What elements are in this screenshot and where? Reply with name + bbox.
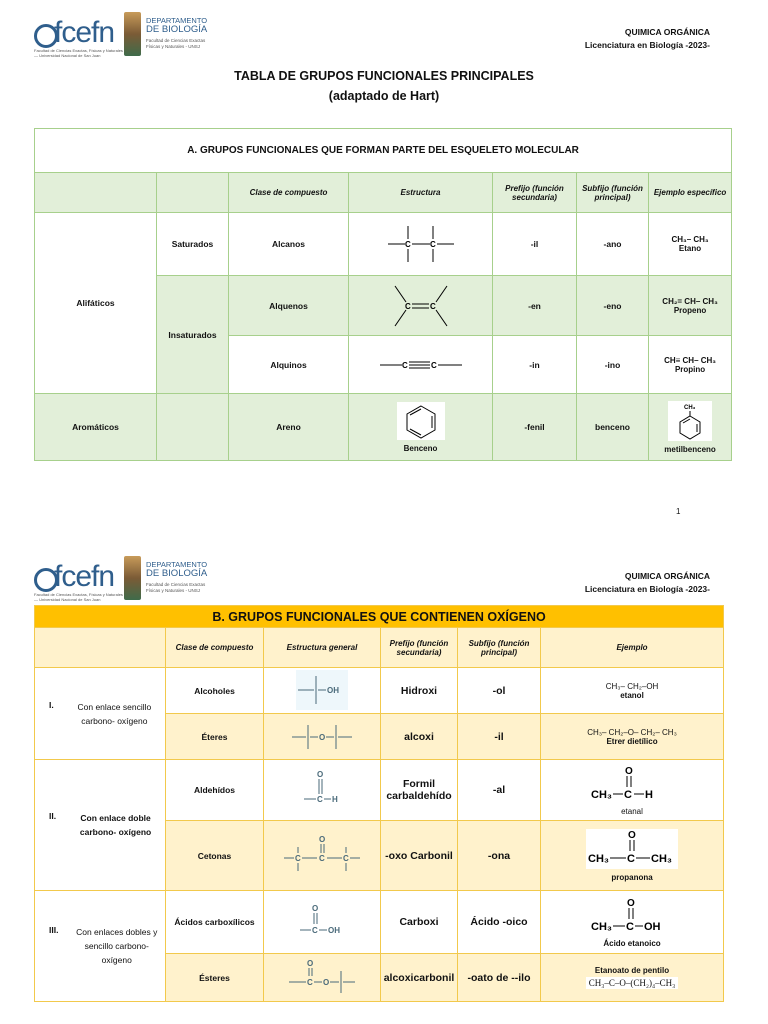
table-b-title: B. GRUPOS FUNCIONALES QUE CONTIENEN OXÍGENO — [35, 606, 724, 628]
course-name: QUIMICA ORGÁNICA — [624, 27, 710, 37]
prefijo-cell: -oxo Carbonil — [381, 821, 458, 891]
table-row — [35, 394, 732, 461]
example-name: Propino — [674, 364, 706, 374]
example-name: Etanoato de pentilo — [594, 966, 670, 975]
header-clase: Clase de compuesto — [229, 173, 349, 213]
svg-text:C: C — [295, 853, 301, 863]
svg-text:OH: OH — [328, 926, 340, 935]
svg-text:O: O — [307, 958, 314, 968]
program-name: Licenciatura en Biología -2023- — [584, 40, 710, 50]
page-number: 1 — [676, 507, 681, 516]
table-b — [34, 605, 724, 1002]
ejemplo-cell — [541, 821, 724, 891]
header-prefijo: Prefijo (función secundaria) — [381, 628, 458, 668]
svg-text:O: O — [312, 904, 319, 913]
svg-text:H: H — [645, 788, 653, 801]
example-name: Ácido etanoico — [603, 938, 661, 948]
title-line1: TABLA DE GRUPOS FUNCIONALES PRINCIPALES — [234, 69, 534, 83]
header-clase: Clase de compuesto — [166, 628, 264, 668]
example-name: propanona — [611, 873, 653, 882]
group-ii-label — [35, 760, 166, 891]
ester-structure — [264, 954, 381, 1002]
clase-cell: Éteres — [166, 714, 264, 760]
prefijo-cell: -en — [493, 276, 577, 336]
fcefn-logo — [34, 558, 122, 606]
example-name: metilbenceno — [664, 444, 716, 454]
svg-text:CH₃: CH₃ — [651, 853, 672, 865]
benzene-structure — [349, 394, 493, 461]
example-formula: CH₂= CH– CH₃ — [662, 296, 718, 306]
svg-text:O: O — [319, 834, 326, 844]
example-name: etanol — [620, 690, 644, 700]
svg-text:C: C — [317, 795, 323, 804]
logo-subtext: Facultad de Ciencias Exactas, Físicas y Naturales — Universidad Nacional de San Juan — [34, 592, 123, 602]
example-name: Etrer dietílico — [606, 736, 658, 746]
course-header — [585, 570, 710, 596]
dept-line1: DEPARTAMENTO — [146, 560, 208, 569]
svg-text:C: C — [624, 788, 632, 801]
svg-text:C: C — [401, 360, 408, 370]
benzene-ring-icon — [397, 402, 445, 440]
header-empty — [35, 628, 166, 668]
svg-text:O: O — [323, 977, 330, 987]
subfijo-cell: Ácido -oico — [458, 891, 541, 954]
clase-cell: Alcoholes — [166, 668, 264, 714]
clase-cell: Alcanos — [229, 213, 349, 276]
group-number: II. — [49, 811, 57, 821]
alcohol-structure-icon — [296, 670, 348, 710]
subfijo-cell: -al — [458, 760, 541, 821]
svg-text:O: O — [319, 732, 326, 742]
group-text: Con enlace sencillo carbono- oxígeno — [77, 701, 152, 726]
dept-subtext: Facultad de Ciencias Exactas Físicas y Naturales - UNSJ — [146, 38, 206, 49]
ejemplo-cell — [541, 760, 724, 821]
svg-text:CH₃: CH₃ — [591, 788, 612, 801]
svg-text:C: C — [404, 301, 411, 311]
svg-text:C: C — [429, 240, 436, 249]
propanone-structure — [586, 829, 678, 869]
group-text: Con enlace doble carbono- oxígeno — [79, 813, 152, 837]
table-a — [34, 128, 732, 461]
prefijo-cell: -il — [493, 213, 577, 276]
header-estructura: Estructura general — [264, 628, 381, 668]
alkyne-structure — [349, 336, 493, 394]
table-a-title: A. GRUPOS FUNCIONALES QUE FORMAN PARTE DEL ESQUELETO MOLECULAR — [35, 129, 732, 173]
svg-text:C: C — [307, 977, 313, 987]
svg-text:C: C — [429, 301, 436, 311]
svg-text:C: C — [312, 926, 318, 935]
table-row — [35, 760, 724, 821]
toluene-icon — [668, 401, 712, 441]
ketone-structure — [264, 821, 381, 891]
insaturados-label: Insaturados — [157, 276, 229, 394]
clase-cell: Cetonas — [166, 821, 264, 891]
fcefn-logo — [34, 14, 122, 62]
ejemplo-cell — [541, 668, 724, 714]
dept-emblem-icon — [124, 556, 141, 600]
logo-subtext: Facultad de Ciencias Exactas, Físicas y Naturales — Universidad Nacional de San Juan — [34, 48, 123, 58]
example-formula: CH₃– CH₂–O– CH₂– CH₃ — [587, 727, 677, 737]
ejemplo-cell — [649, 394, 732, 461]
svg-text:OH: OH — [644, 920, 661, 933]
structure-label: Benceno — [403, 443, 438, 453]
dept-line1: DEPARTAMENTO — [146, 16, 208, 25]
header-subfijo: Subfijo (función principal) — [458, 628, 541, 668]
subfijo-cell: benceno — [577, 394, 649, 461]
example-name: etanal — [621, 806, 643, 816]
dept-emblem-icon — [124, 12, 141, 56]
header-ejemplo: Ejemplo específico — [649, 173, 732, 213]
svg-text:O: O — [628, 830, 636, 841]
svg-text:C: C — [319, 853, 325, 863]
dept-logo — [124, 556, 234, 604]
ether-structure — [264, 714, 381, 760]
alkane-structure — [349, 213, 493, 276]
clase-cell: Alquinos — [229, 336, 349, 394]
svg-text:CH₃: CH₃ — [588, 853, 609, 865]
logo-text: fcefn — [54, 16, 115, 49]
svg-text:O: O — [627, 897, 635, 909]
ejemplo-cell — [649, 336, 732, 394]
table-a-header-row — [35, 173, 732, 213]
header-estructura: Estructura — [349, 173, 493, 213]
subfijo-cell: -il — [458, 714, 541, 760]
ejemplo-cell — [541, 714, 724, 760]
example-name: Propeno — [673, 305, 707, 315]
ejemplo-cell — [649, 213, 732, 276]
svg-text:C: C — [404, 240, 411, 249]
group-number: III. — [49, 925, 59, 935]
svg-text:H: H — [332, 795, 338, 804]
dept-line2: DE BIOLOGÍA — [146, 24, 208, 35]
program-name: Licenciatura en Biología -2023- — [584, 584, 710, 594]
table-b-header-row — [35, 628, 724, 668]
prefijo-cell: alcoxi — [381, 714, 458, 760]
dept-line2: DE BIOLOGÍA — [146, 568, 208, 579]
clase-cell: Ácidos carboxílicos — [166, 891, 264, 954]
example-formula — [586, 977, 679, 989]
prefijo-cell: -fenil — [493, 394, 577, 461]
header-empty — [35, 173, 157, 213]
svg-text:C: C — [626, 920, 634, 933]
header-prefijo: Prefijo (función secundaria) — [493, 173, 577, 213]
document-title — [0, 66, 768, 106]
svg-text:O: O — [317, 770, 324, 779]
svg-text:O: O — [625, 765, 633, 777]
example-formula: CH≡ CH– CH₃ — [664, 355, 717, 365]
ejemplo-cell — [541, 954, 724, 1002]
subfijo-cell: -ano — [577, 213, 649, 276]
clase-cell: Aldehídos — [166, 760, 264, 821]
example-formula: CH₃– CH₂–OH — [605, 681, 659, 691]
clase-cell: Areno — [229, 394, 349, 461]
subfijo-cell: -ino — [577, 336, 649, 394]
empty-cell — [157, 394, 229, 461]
aromaticos-label: Aromáticos — [35, 394, 157, 461]
svg-text:OH: OH — [327, 685, 339, 695]
svg-text:C: C — [430, 360, 437, 370]
ester-formula-text: CH₃–C–O–(CH₂)₄–CH₃ — [588, 978, 676, 988]
subfijo-cell: -ona — [458, 821, 541, 891]
course-header — [585, 26, 710, 52]
alifaticos-label: Alifáticos — [35, 213, 157, 394]
svg-text:C: C — [343, 853, 349, 863]
ejemplo-cell — [649, 276, 732, 336]
header-empty — [157, 173, 229, 213]
group-iii-label — [35, 891, 166, 1002]
group-text: Con enlaces dobles y sencillo carbono- oxígeno — [76, 927, 158, 965]
dept-logo — [124, 12, 234, 60]
group-number: I. — [49, 699, 54, 710]
saturados-label: Saturados — [157, 213, 229, 276]
svg-text:CH₃: CH₃ — [684, 404, 696, 411]
prefijo-cell: alcoxicarbonil — [381, 954, 458, 1002]
aldehyde-structure — [264, 760, 381, 821]
example-name: Etano — [678, 244, 702, 253]
alkene-structure — [349, 276, 493, 336]
title-line2: (adaptado de Hart) — [328, 89, 440, 103]
table-row — [35, 668, 724, 714]
header-ejemplo: Ejemplo — [541, 628, 724, 668]
clase-cell: Ésteres — [166, 954, 264, 1002]
svg-text:C: C — [627, 853, 635, 865]
subfijo-cell: -oato de --ilo — [458, 954, 541, 1002]
group-i-label — [35, 668, 166, 760]
logo-text: fcefn — [54, 560, 115, 593]
prefijo-cell: -in — [493, 336, 577, 394]
example-formula: CH₃– CH₃ — [671, 235, 709, 244]
ejemplo-cell — [541, 891, 724, 954]
table-row — [35, 213, 732, 276]
subfijo-cell: -eno — [577, 276, 649, 336]
clase-cell: Alquenos — [229, 276, 349, 336]
header-subfijo: Subfijo (función principal) — [577, 173, 649, 213]
dept-subtext: Facultad de Ciencias Exactas Físicas y Naturales - UNSJ — [146, 582, 206, 593]
svg-text:CH₃: CH₃ — [591, 920, 612, 933]
prefijo-cell: Carboxi — [381, 891, 458, 954]
subfijo-cell: -ol — [458, 668, 541, 714]
carboxylic-acid-structure — [264, 891, 381, 954]
prefijo-cell: Hidroxi — [381, 668, 458, 714]
course-name: QUIMICA ORGÁNICA — [624, 571, 710, 581]
prefijo-cell: Formil carbaldehído — [381, 760, 458, 821]
table-row — [35, 891, 724, 954]
alcohol-structure — [264, 668, 381, 714]
